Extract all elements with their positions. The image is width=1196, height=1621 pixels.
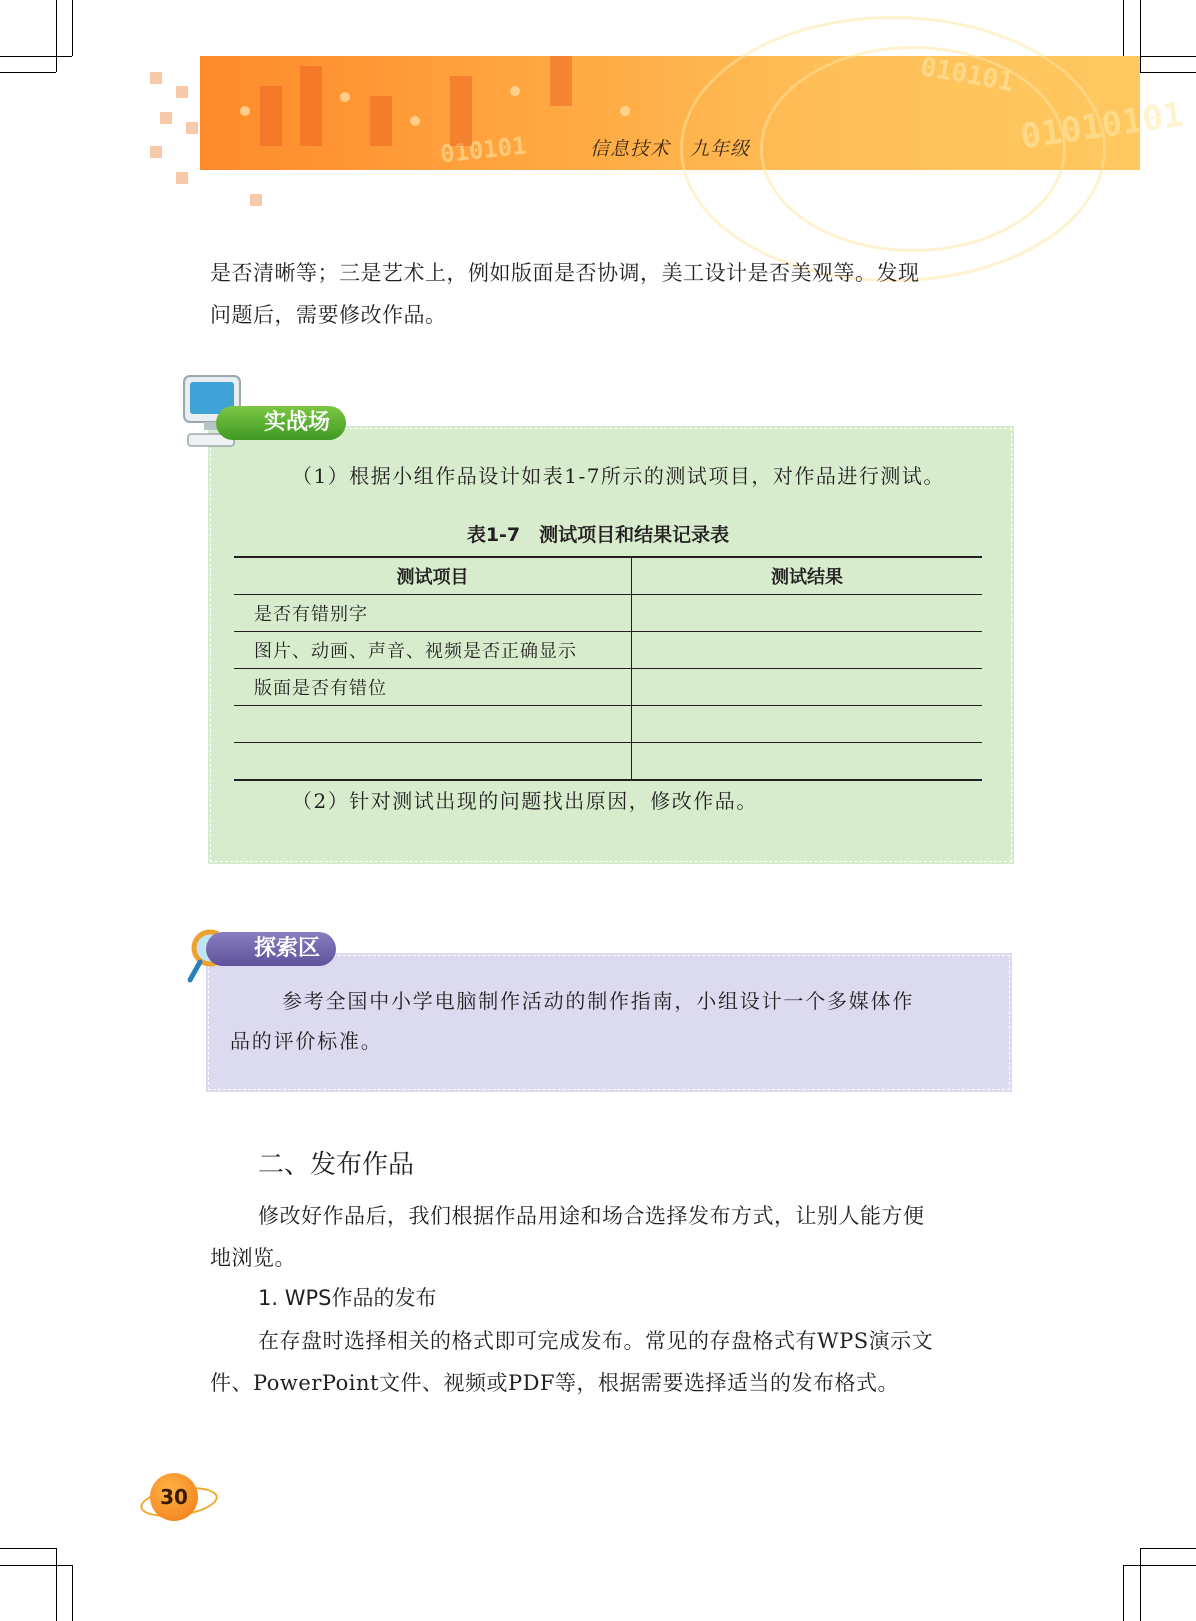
table-cell: 图片、动画、声音、视频是否正确显示 xyxy=(234,632,632,669)
section-para: 修改好作品后，我们根据作品用途和场合选择发布方式，让别人能方便 xyxy=(258,1204,925,1228)
table-row xyxy=(234,632,982,669)
crop-mark xyxy=(56,0,57,72)
page-number: 30 xyxy=(150,1473,198,1521)
crop-mark xyxy=(72,0,73,56)
table-cell xyxy=(632,743,983,781)
banner-node xyxy=(410,116,420,126)
banner-binary-digits: 010101 xyxy=(438,131,528,169)
banner-node xyxy=(620,106,630,116)
practice-step2: （2）针对测试出现的问题找出原因，修改作品。 xyxy=(292,789,758,813)
decor-square xyxy=(176,172,188,184)
crop-mark xyxy=(0,56,72,57)
table-cell xyxy=(632,595,983,632)
practice-tag: 实战场 xyxy=(216,406,346,440)
crop-mark xyxy=(1140,0,1141,72)
crop-mark xyxy=(1140,1548,1141,1621)
decor-square xyxy=(150,72,162,84)
decor-square xyxy=(186,122,198,134)
banner-binary-digits: 010101 xyxy=(918,52,1016,98)
crop-mark xyxy=(0,72,56,73)
banner-node xyxy=(340,92,350,102)
table-cell xyxy=(234,743,632,781)
header-title: 信息技术 九年级 xyxy=(589,138,750,160)
table-cell xyxy=(632,706,983,743)
banner-node xyxy=(240,106,250,116)
decor-square xyxy=(250,194,262,206)
explore-tag: 探索区 xyxy=(206,932,336,966)
table-row xyxy=(234,743,982,781)
table-cell xyxy=(632,669,983,706)
table-row xyxy=(234,595,982,632)
table-header-cell: 测试项目 xyxy=(234,557,632,595)
explore-line: 参考全国中小学电脑制作活动的制作指南，小组设计一个多媒体作 xyxy=(282,989,915,1013)
practice-step1: （1）根据小组作品设计如表1-7所示的测试项目，对作品进行测试。 xyxy=(292,464,945,488)
intro-line: 问题后，需要修改作品。 xyxy=(210,303,447,327)
banner-bar xyxy=(550,56,572,106)
section-para: 件、PowerPoint文件、视频或PDF等，根据需要选择适当的发布格式。 xyxy=(210,1371,900,1395)
table-row xyxy=(234,706,982,743)
banner-node xyxy=(510,86,520,96)
table-row xyxy=(234,669,982,706)
banner-binary-digits: 01010101 xyxy=(1018,94,1186,158)
crop-mark xyxy=(1140,72,1196,73)
table-cell xyxy=(234,706,632,743)
explore-line: 品的评价标准。 xyxy=(230,1029,383,1053)
section-para: 在存盘时选择相关的格式即可完成发布。常见的存盘格式有WPS演示文 xyxy=(258,1329,934,1353)
test-results-table xyxy=(234,556,982,781)
decor-square xyxy=(176,86,188,98)
crop-mark xyxy=(1123,1565,1196,1566)
table-cell xyxy=(632,632,983,669)
crop-mark xyxy=(0,1565,72,1566)
table-cell: 是否有错别字 xyxy=(234,595,632,632)
table-header-cell: 测试结果 xyxy=(632,557,983,595)
crop-mark xyxy=(72,1565,73,1621)
header-banner xyxy=(200,52,1186,170)
decor-square xyxy=(150,146,162,158)
section-subheading: 1. WPS作品的发布 xyxy=(258,1286,437,1310)
intro-line: 是否清晰等；三是艺术上，例如版面是否协调，美工设计是否美观等。发现 xyxy=(210,261,920,285)
crop-mark xyxy=(1123,1565,1124,1621)
crop-mark xyxy=(0,1548,56,1549)
decor-square xyxy=(160,112,172,124)
section-heading: 二、发布作品 xyxy=(258,1150,415,1180)
section-para: 地浏览。 xyxy=(210,1246,296,1270)
table-cell: 版面是否有错位 xyxy=(234,669,632,706)
crop-mark xyxy=(56,1548,57,1621)
table-caption: 表1-7 测试项目和结果记录表 xyxy=(466,524,730,546)
crop-mark xyxy=(1140,1548,1196,1549)
crop-mark xyxy=(1123,0,1124,56)
